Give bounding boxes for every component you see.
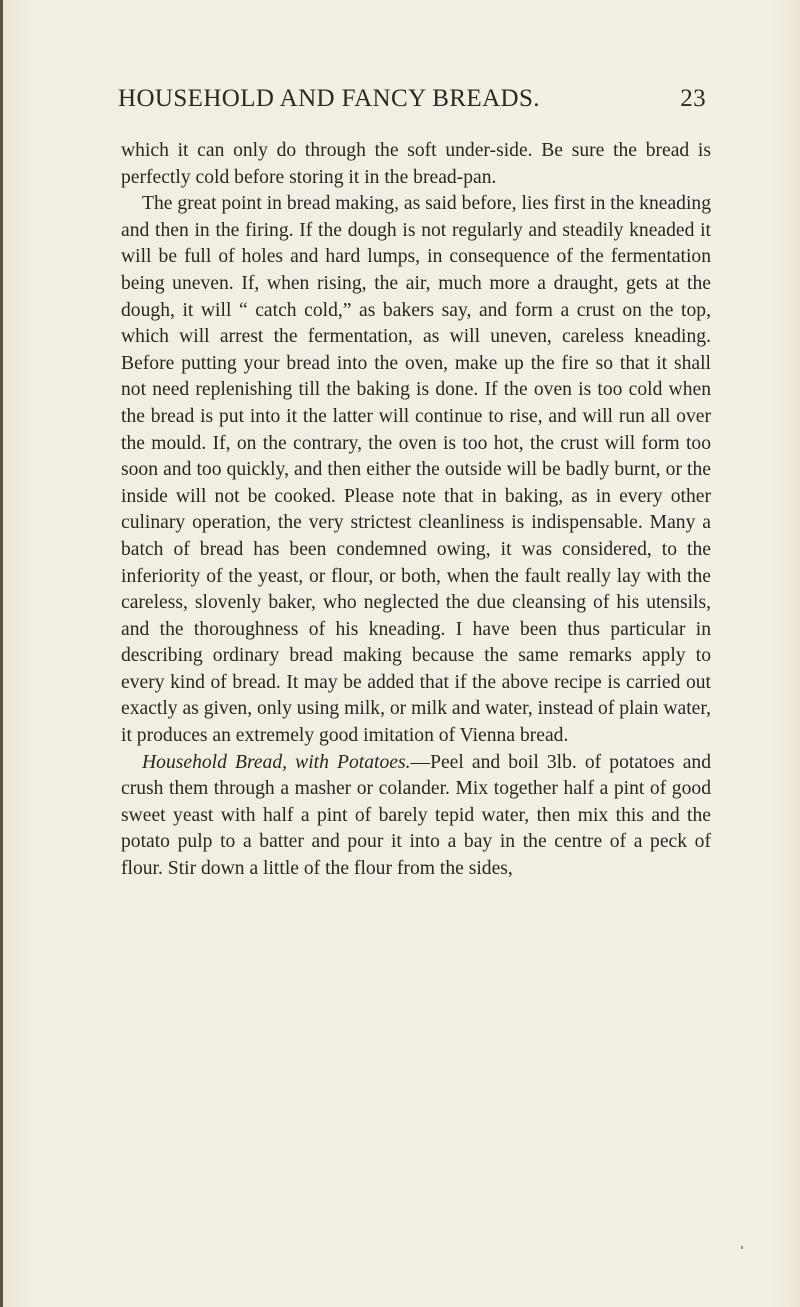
page-header — [118, 85, 706, 121]
running-title: HOUSEHOLD AND FANCY BREADS. — [118, 85, 540, 112]
paragraph-recipe — [121, 750, 711, 883]
paper-speck — [741, 1246, 743, 1249]
body-text — [121, 138, 711, 883]
page-binding-edge — [0, 0, 3, 1307]
paragraph-continuation: which it can only do through the soft under-side. Be sure the bread is perfectly cold before storing it in the bread-pan. — [121, 140, 711, 188]
page-number: 23 — [680, 85, 706, 112]
recipe-text: —Peel and boil 3lb. of potatoes and crush them through a masher or colander. Mix together half a pint of good sweet yeast with half a pint of barely tepid water, then mix this and the potato pulp to a batter and pour it into a bay in the centre of a peck of flour. Stir down a little of the flour from the sides, — [121, 751, 711, 880]
paragraph-bread-making: The great point in bread making, as said before, lies first in the kneading and then in the firing. If the dough is not regularly and steadily kneaded it will be full of holes and hard lumps, in consequence of the fermentation being uneven. If, when rising, the air, much more a draught, gets at the dough, it will “ catch cold,” as bakers say, and form a crust on the top, which will arrest the fermentation, as will uneven, careless kneading. Before putting your bread into the oven, make up the fire so that it shall not need replenishing till the baking is done. If the oven is too cold when the bread is put into it the latter will continue to rise, and will run all over the mould. If, on the contrary, the oven is too hot, the crust will form too soon and too quickly, and then either the outside will be badly burnt, or the inside will not be cooked. Please note that in baking, as in every other culinary operation, the very strictest cleanliness is indispensable. Many a batch of bread has been condemned owing, it was considered, to the inferiority of the yeast, or flour, or both, when the fault really lay with the careless, slovenly baker, who neglected the due cleansing of his utensils, and the thoroughness of his kneading. I have been thus particular in describing ordinary bread making because the same remarks apply to every kind of bread. It may be added that if the above recipe is carried out exactly as given, only using milk, or milk and water, instead of plain water, it produces an extremely good imitation of Vienna bread. — [121, 193, 711, 747]
recipe-title: Household Bread, with Potatoes. — [142, 751, 411, 773]
